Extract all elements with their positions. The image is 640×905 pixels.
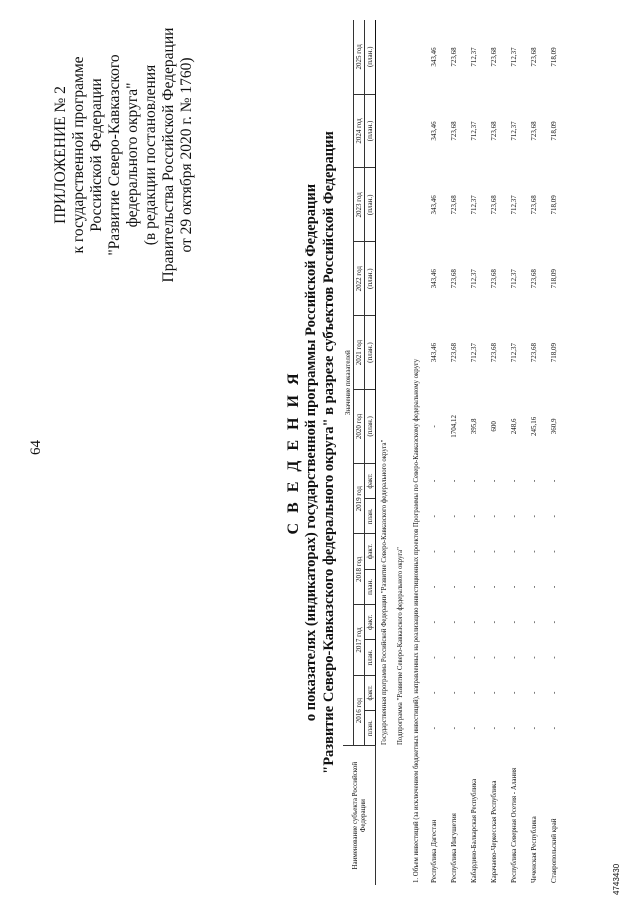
value-cell: - xyxy=(490,727,498,730)
annex-line: "Развитие Северо-Кавказского xyxy=(106,54,123,256)
value-cell: - xyxy=(450,727,458,730)
year-header: 2019 год xyxy=(354,463,365,534)
value-cell: - xyxy=(510,515,518,518)
section-row xyxy=(408,20,424,885)
value-cell: - xyxy=(430,550,438,553)
value-cell: - xyxy=(450,691,458,695)
value-cell: 712,37 xyxy=(510,47,518,67)
year-header: 2023 год xyxy=(354,168,365,242)
section-row xyxy=(376,20,393,885)
year-header: 2020 год xyxy=(354,389,365,463)
value-cell: 343,46 xyxy=(430,342,438,363)
value-cell: - xyxy=(490,550,498,553)
table-row xyxy=(544,20,564,885)
value-cell: 723,68 xyxy=(490,195,498,215)
value-cell: 343,46 xyxy=(430,47,438,67)
value-cell: - xyxy=(510,550,518,553)
value-cell: - xyxy=(550,656,558,659)
value-cell: - xyxy=(490,479,498,483)
value-cell: 723,68 xyxy=(450,342,458,363)
value-cell: 723,68 xyxy=(530,121,538,141)
value-cell: - xyxy=(450,550,458,553)
value-cell: 395,8 xyxy=(470,418,478,435)
value-cell: - xyxy=(530,585,538,589)
value-cell: 712,37 xyxy=(470,195,478,215)
subject-name-cell: Республика Северная Осетия - Алания xyxy=(510,767,518,883)
year-subheader: факт. xyxy=(365,463,376,498)
values-header: Значение показателей xyxy=(343,20,354,746)
value-cell: - xyxy=(470,727,478,730)
value-cell: 343,46 xyxy=(430,121,438,141)
value-cell: - xyxy=(450,585,458,589)
value-cell: - xyxy=(450,621,458,624)
value-cell: 712,37 xyxy=(470,342,478,363)
value-cell: 718,09 xyxy=(550,342,558,363)
value-cell: 712,37 xyxy=(510,269,518,289)
table-row xyxy=(444,20,464,885)
value-cell: - xyxy=(510,727,518,730)
value-cell: 343,46 xyxy=(430,269,438,289)
value-cell: - xyxy=(450,515,458,518)
value-cell: - xyxy=(510,585,518,589)
value-cell: - xyxy=(530,691,538,695)
year-header: 2017 год xyxy=(354,605,365,676)
value-cell: 360,9 xyxy=(550,418,558,435)
value-cell: - xyxy=(550,550,558,553)
year-header: 2025 год xyxy=(354,20,365,94)
value-cell: 712,37 xyxy=(510,342,518,363)
value-cell: - xyxy=(450,656,458,659)
year-subheader: (план.) xyxy=(365,168,376,242)
year-subheader: (план.) xyxy=(365,316,376,390)
value-cell: - xyxy=(530,515,538,518)
annex-line: Российской Федерации xyxy=(88,78,105,232)
value-cell: - xyxy=(450,479,458,483)
year-subheader: (план.) xyxy=(365,389,376,463)
value-cell: 723,68 xyxy=(530,47,538,67)
annex-line: от 29 октября 2020 г. № 1760) xyxy=(178,57,195,253)
year-subheader: факт. xyxy=(365,605,376,640)
year-subheader: план. xyxy=(365,569,376,604)
value-cell: - xyxy=(550,727,558,730)
year-subheader: план. xyxy=(365,640,376,675)
section-title: Подпрограмма "Развитие Северо-Кавказского федерального округа" xyxy=(396,547,404,745)
value-cell: - xyxy=(430,585,438,589)
annex-line: ПРИЛОЖЕНИЕ № 2 xyxy=(52,86,69,224)
value-cell: 712,37 xyxy=(470,121,478,141)
value-cell: - xyxy=(530,550,538,553)
document-code: 4743430 xyxy=(612,863,621,895)
section-row xyxy=(392,20,408,885)
value-cell: - xyxy=(470,585,478,589)
table-row xyxy=(484,20,504,885)
year-subheader: факт. xyxy=(365,534,376,569)
value-cell: - xyxy=(550,691,558,695)
value-cell: - xyxy=(470,550,478,553)
value-cell: - xyxy=(510,691,518,695)
value-cell: - xyxy=(430,656,438,659)
value-cell: - xyxy=(510,656,518,659)
value-cell: 718,09 xyxy=(550,269,558,289)
table-header xyxy=(343,20,376,885)
table-row xyxy=(464,20,484,885)
value-cell: 712,37 xyxy=(510,121,518,141)
value-cell: - xyxy=(530,656,538,659)
value-cell: 1704,12 xyxy=(450,415,458,438)
value-cell: - xyxy=(430,727,438,730)
value-cell: - xyxy=(510,621,518,624)
value-cell: - xyxy=(490,585,498,589)
value-cell: - xyxy=(550,479,558,483)
value-cell: - xyxy=(490,515,498,518)
table-body xyxy=(376,20,565,885)
indicators-table xyxy=(343,20,564,885)
value-cell: 248,6 xyxy=(510,418,518,435)
year-subheader: (план.) xyxy=(365,242,376,316)
value-cell: - xyxy=(490,656,498,659)
value-cell: - xyxy=(470,515,478,518)
value-cell: 723,68 xyxy=(490,269,498,289)
value-cell: - xyxy=(470,656,478,659)
value-cell: - xyxy=(530,727,538,730)
value-cell: - xyxy=(550,585,558,589)
value-cell: - xyxy=(530,621,538,624)
value-cell: - xyxy=(530,479,538,483)
annex-block xyxy=(52,25,196,285)
value-cell: 723,68 xyxy=(450,121,458,141)
value-cell: - xyxy=(430,479,438,483)
subject-name-cell: Карачаево-Черкесская Республика xyxy=(490,780,498,883)
value-cell: 712,37 xyxy=(510,195,518,215)
value-cell: - xyxy=(490,621,498,624)
value-cell: 723,68 xyxy=(490,121,498,141)
subject-name-cell: Чеченская Республика xyxy=(530,816,538,883)
year-header: 2018 год xyxy=(354,534,365,605)
document-subtitle: о показателях (индикаторах) государственной программы Российской Федерации xyxy=(303,183,319,722)
value-cell: - xyxy=(550,515,558,518)
year-subheader: план. xyxy=(365,711,376,746)
section-title: Государственная программа Российской Федерации "Развитие Северо-Кавказского федерального округа" xyxy=(380,439,388,745)
value-cell: - xyxy=(470,479,478,483)
value-cell: 718,09 xyxy=(550,195,558,215)
annex-line: (в редакции постановления xyxy=(142,64,159,246)
value-cell: - xyxy=(490,691,498,695)
table-row xyxy=(424,20,444,885)
year-header: 2022 год xyxy=(354,242,365,316)
annex-line: Правительства Российской Федерации xyxy=(160,27,177,283)
value-cell: 600 xyxy=(490,421,498,432)
value-cell: 723,68 xyxy=(490,47,498,67)
annex-line: федерального округа" xyxy=(124,82,141,228)
subject-name-header: Наименование субъекта Российской Федерации xyxy=(343,746,376,885)
table-row xyxy=(504,20,524,885)
year-subheader: план. xyxy=(365,499,376,534)
annex-line: к государственной программе xyxy=(70,56,87,254)
year-subheader: (план.) xyxy=(365,20,376,94)
value-cell: - xyxy=(550,621,558,624)
document-subtitle: "Развитие Северо-Кавказского федерального округа" в разрезе субъектов Российской Федерации xyxy=(321,131,337,774)
document-title: С В Е Д Е Н И Я xyxy=(285,370,302,535)
value-cell: 343,46 xyxy=(430,195,438,215)
value-cell: 723,68 xyxy=(530,195,538,215)
value-cell: 723,68 xyxy=(530,269,538,289)
value-cell: - xyxy=(430,515,438,518)
value-cell: 723,68 xyxy=(490,342,498,363)
year-header: 2016 год xyxy=(354,675,365,746)
subject-name-cell: Ставропольский край xyxy=(550,818,558,883)
value-cell: 712,37 xyxy=(470,47,478,67)
value-cell: - xyxy=(430,425,438,428)
subject-name-cell: Республика Ингушетия xyxy=(450,813,458,883)
year-header: 2021 год xyxy=(354,316,365,390)
value-cell: 723,68 xyxy=(450,195,458,215)
year-header: 2024 год xyxy=(354,94,365,168)
value-cell: 718,09 xyxy=(550,121,558,141)
year-subheader: (план.) xyxy=(365,94,376,168)
value-cell: 712,37 xyxy=(470,269,478,289)
value-cell: 718,09 xyxy=(550,47,558,67)
value-cell: - xyxy=(430,691,438,695)
value-cell: 723,68 xyxy=(450,47,458,67)
subject-name-cell: Республика Дагестан xyxy=(430,819,438,883)
section-title: 1. Объем инвестиций (за исключением бюджетных инвестиций), направленных на реализацию инвестиционных проектов Программы по Северо-Кавказскому федеральному округу xyxy=(412,358,420,883)
value-cell: 245,16 xyxy=(530,416,538,437)
value-cell: 723,68 xyxy=(450,269,458,289)
subject-name-cell: Кабардино-Балкарская Республика xyxy=(470,778,478,883)
year-subheader: факт. xyxy=(365,675,376,710)
value-cell: - xyxy=(470,621,478,624)
page-number: 64 xyxy=(28,440,44,455)
table-row xyxy=(524,20,544,885)
value-cell: - xyxy=(510,479,518,483)
value-cell: - xyxy=(430,621,438,624)
value-cell: - xyxy=(470,691,478,695)
value-cell: 723,68 xyxy=(530,342,538,363)
